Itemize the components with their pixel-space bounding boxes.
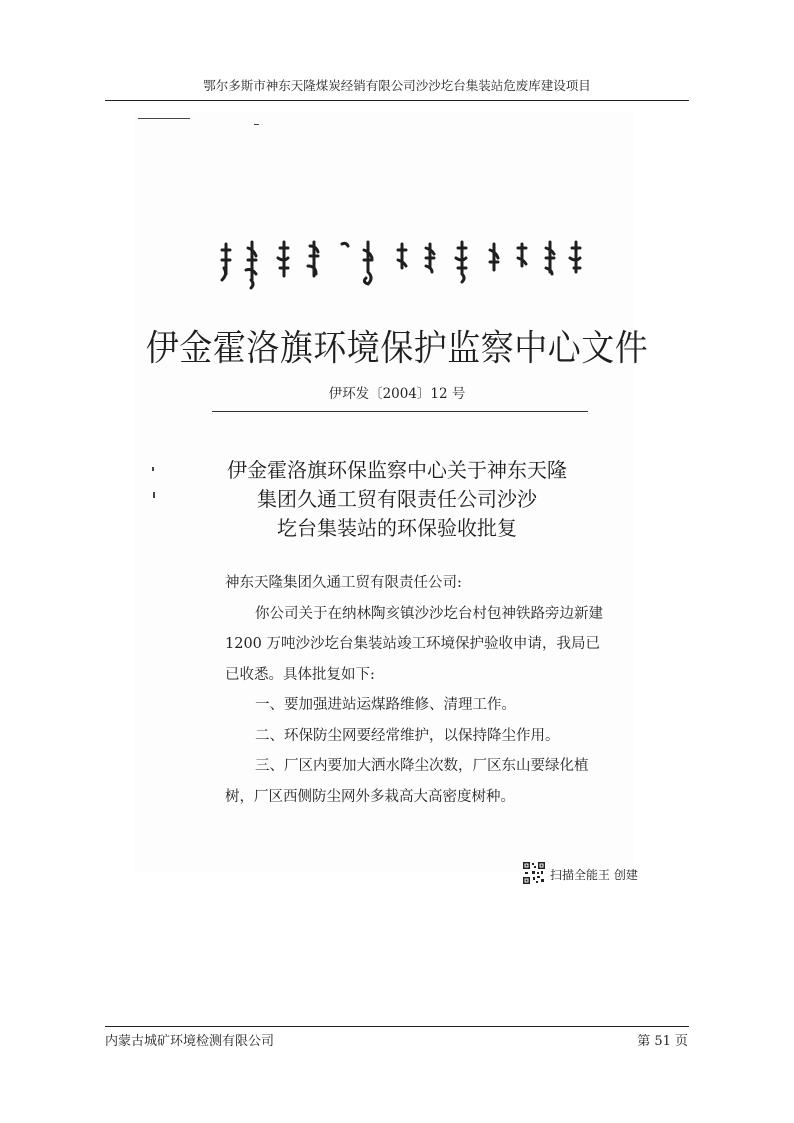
- document-subject: [0, 456, 794, 543]
- footer-company: 内蒙古城矿环境检测有限公司: [105, 1034, 275, 1049]
- requirement-item: 三、厂区内要加大洒水降尘次数，厂区东山要绿化植树，厂区西侧防尘网外多栽高大高密度树种。: [225, 758, 589, 805]
- subject-line: 集团久通工贸有限责任公司沙沙: [257, 487, 537, 511]
- subject-line: 圪台集装站的环保验收批复: [277, 516, 517, 540]
- mongolian-script-graphic: [218, 238, 588, 292]
- page-header-title: 鄂尔多斯市神东天隆煤炭经销有限公司沙沙圪台集装站危废库建设项目: [203, 78, 591, 93]
- issuing-authority-title: 伊金霍洛旗环境保护监察中心文件: [145, 326, 649, 369]
- qr-code-icon: [522, 861, 546, 885]
- salutation: 神东天隆集团久通工贸有限责任公司:: [225, 575, 462, 591]
- document-number: 伊环发〔2004〕12 号: [328, 386, 466, 402]
- header-divider: [105, 100, 689, 101]
- requirement-item: 一、要加强进站运煤路维修、清理工作。: [255, 697, 516, 713]
- requirement-item: 二、环保防尘网要经常维护，以保持降尘作用。: [255, 727, 560, 744]
- document-divider: [212, 411, 588, 412]
- mongolian-script-heading: [218, 238, 588, 292]
- subject-line: 伊金霍洛旗环保监察中心关于神东天隆: [227, 458, 567, 482]
- scan-artifact: [138, 118, 190, 119]
- footer-divider: [105, 1026, 689, 1027]
- page-number: 第 51 页: [637, 1034, 688, 1049]
- body-paragraph: 你公司关于在纳林陶亥镇沙沙圪台村包神铁路旁边新建 1200 万吨沙沙圪台集装站竣工环境保护验收申请，我局已已收悉。具体批复如下:: [225, 605, 603, 683]
- scanner-watermark: 扫描全能王 创建: [550, 868, 638, 882]
- document-body: [225, 568, 605, 812]
- scan-artifact: [254, 124, 259, 125]
